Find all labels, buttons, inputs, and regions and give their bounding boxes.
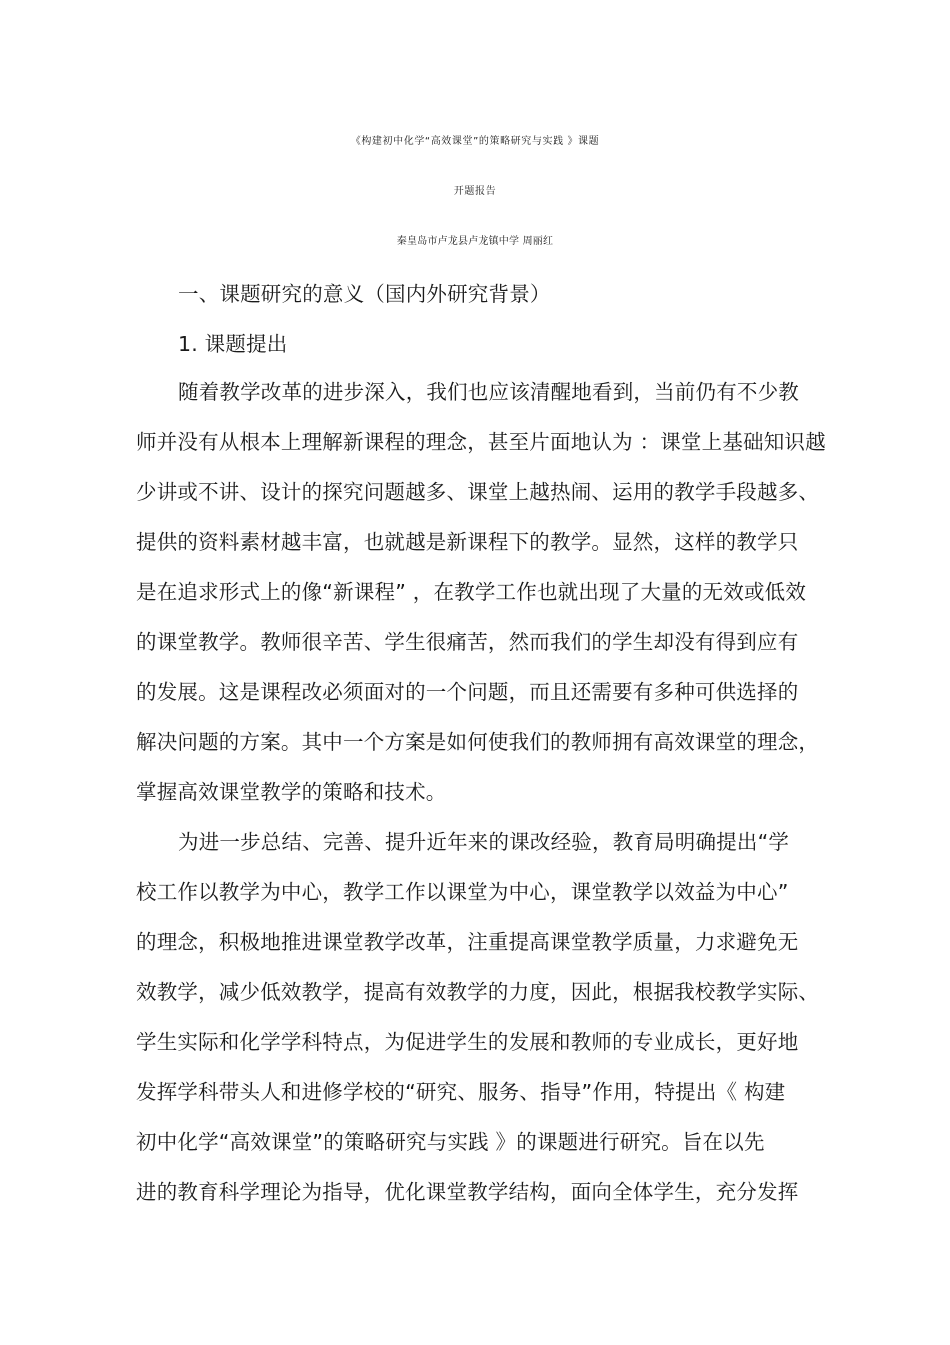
paragraph-line: 掌握高效课堂教学的策略和技术。	[136, 780, 447, 804]
paragraph-line: 学生实际和化学学科特点，为促进学生的发展和教师的专业成长，更好地	[136, 1030, 799, 1054]
document-subtitle: 开题报告	[453, 186, 497, 197]
paragraph-line: 解决问题的方案。其中一个方案是如何使我们的教师拥有高效课堂的理念，	[136, 730, 820, 754]
paragraph-line: 随着教学改革的进步深入，我们也应该清醒地看到，当前仍有不少教	[178, 380, 799, 404]
section-heading: 一、课题研究的意义（国内外研究背景）	[178, 282, 551, 306]
paragraph-line: 的理念，积极地推进课堂教学改革，注重提高课堂教学质量，力求避免无	[136, 930, 799, 954]
paragraph-line: 的课堂教学。教师很辛苦、学生很痛苦，然而我们的学生却没有得到应有	[136, 630, 799, 654]
paragraph-line: 校工作以教学为中心，教学工作以课堂为中心，课堂教学以效益为中心”	[136, 880, 789, 904]
paragraph-line: 初中化学“高效课堂”的策略研究与实践 》的课题进行研究。旨在以先	[136, 1130, 765, 1154]
document-title: 《构建初中化学“高效课堂”的策略研究与实践 》课题	[350, 136, 600, 147]
paragraph-line: 是在追求形式上的像“新课程” ，在教学工作也就出现了大量的无效或低效	[136, 580, 807, 604]
subsection-heading: 1. 课题提出	[178, 332, 288, 356]
paragraph-line: 提供的资料素材越丰富，也就越是新课程下的教学。显然，这样的教学只	[136, 530, 799, 554]
paragraph-line: 效教学，减少低效教学，提高有效教学的力度，因此，根据我校教学实际、	[136, 980, 820, 1004]
paragraph-line: 进的教育科学理论为指导，优化课堂教学结构，面向全体学生，充分发挥	[136, 1180, 799, 1204]
paragraph-line: 师并没有从根本上理解新课程的理念，甚至片面地认为 ：课堂上基础知识越	[136, 430, 826, 454]
paragraph-line: 的发展。这是课程改必须面对的一个问题，而且还需要有多种可供选择的	[136, 680, 799, 704]
paragraph-line: 少讲或不讲、设计的探究问题越多、课堂上越热闹、运用的教学手段越多、	[136, 480, 820, 504]
author-line: 秦皇岛市卢龙县卢龙镇中学 周丽红	[396, 236, 554, 247]
paragraph-line: 发挥学科带头人和进修学校的“研究、服务、指导”作用，特提出《 构建	[136, 1080, 786, 1104]
paragraph-line: 为进一步总结、完善、提升近年来的课改经验，教育局明确提出“学	[178, 830, 790, 854]
